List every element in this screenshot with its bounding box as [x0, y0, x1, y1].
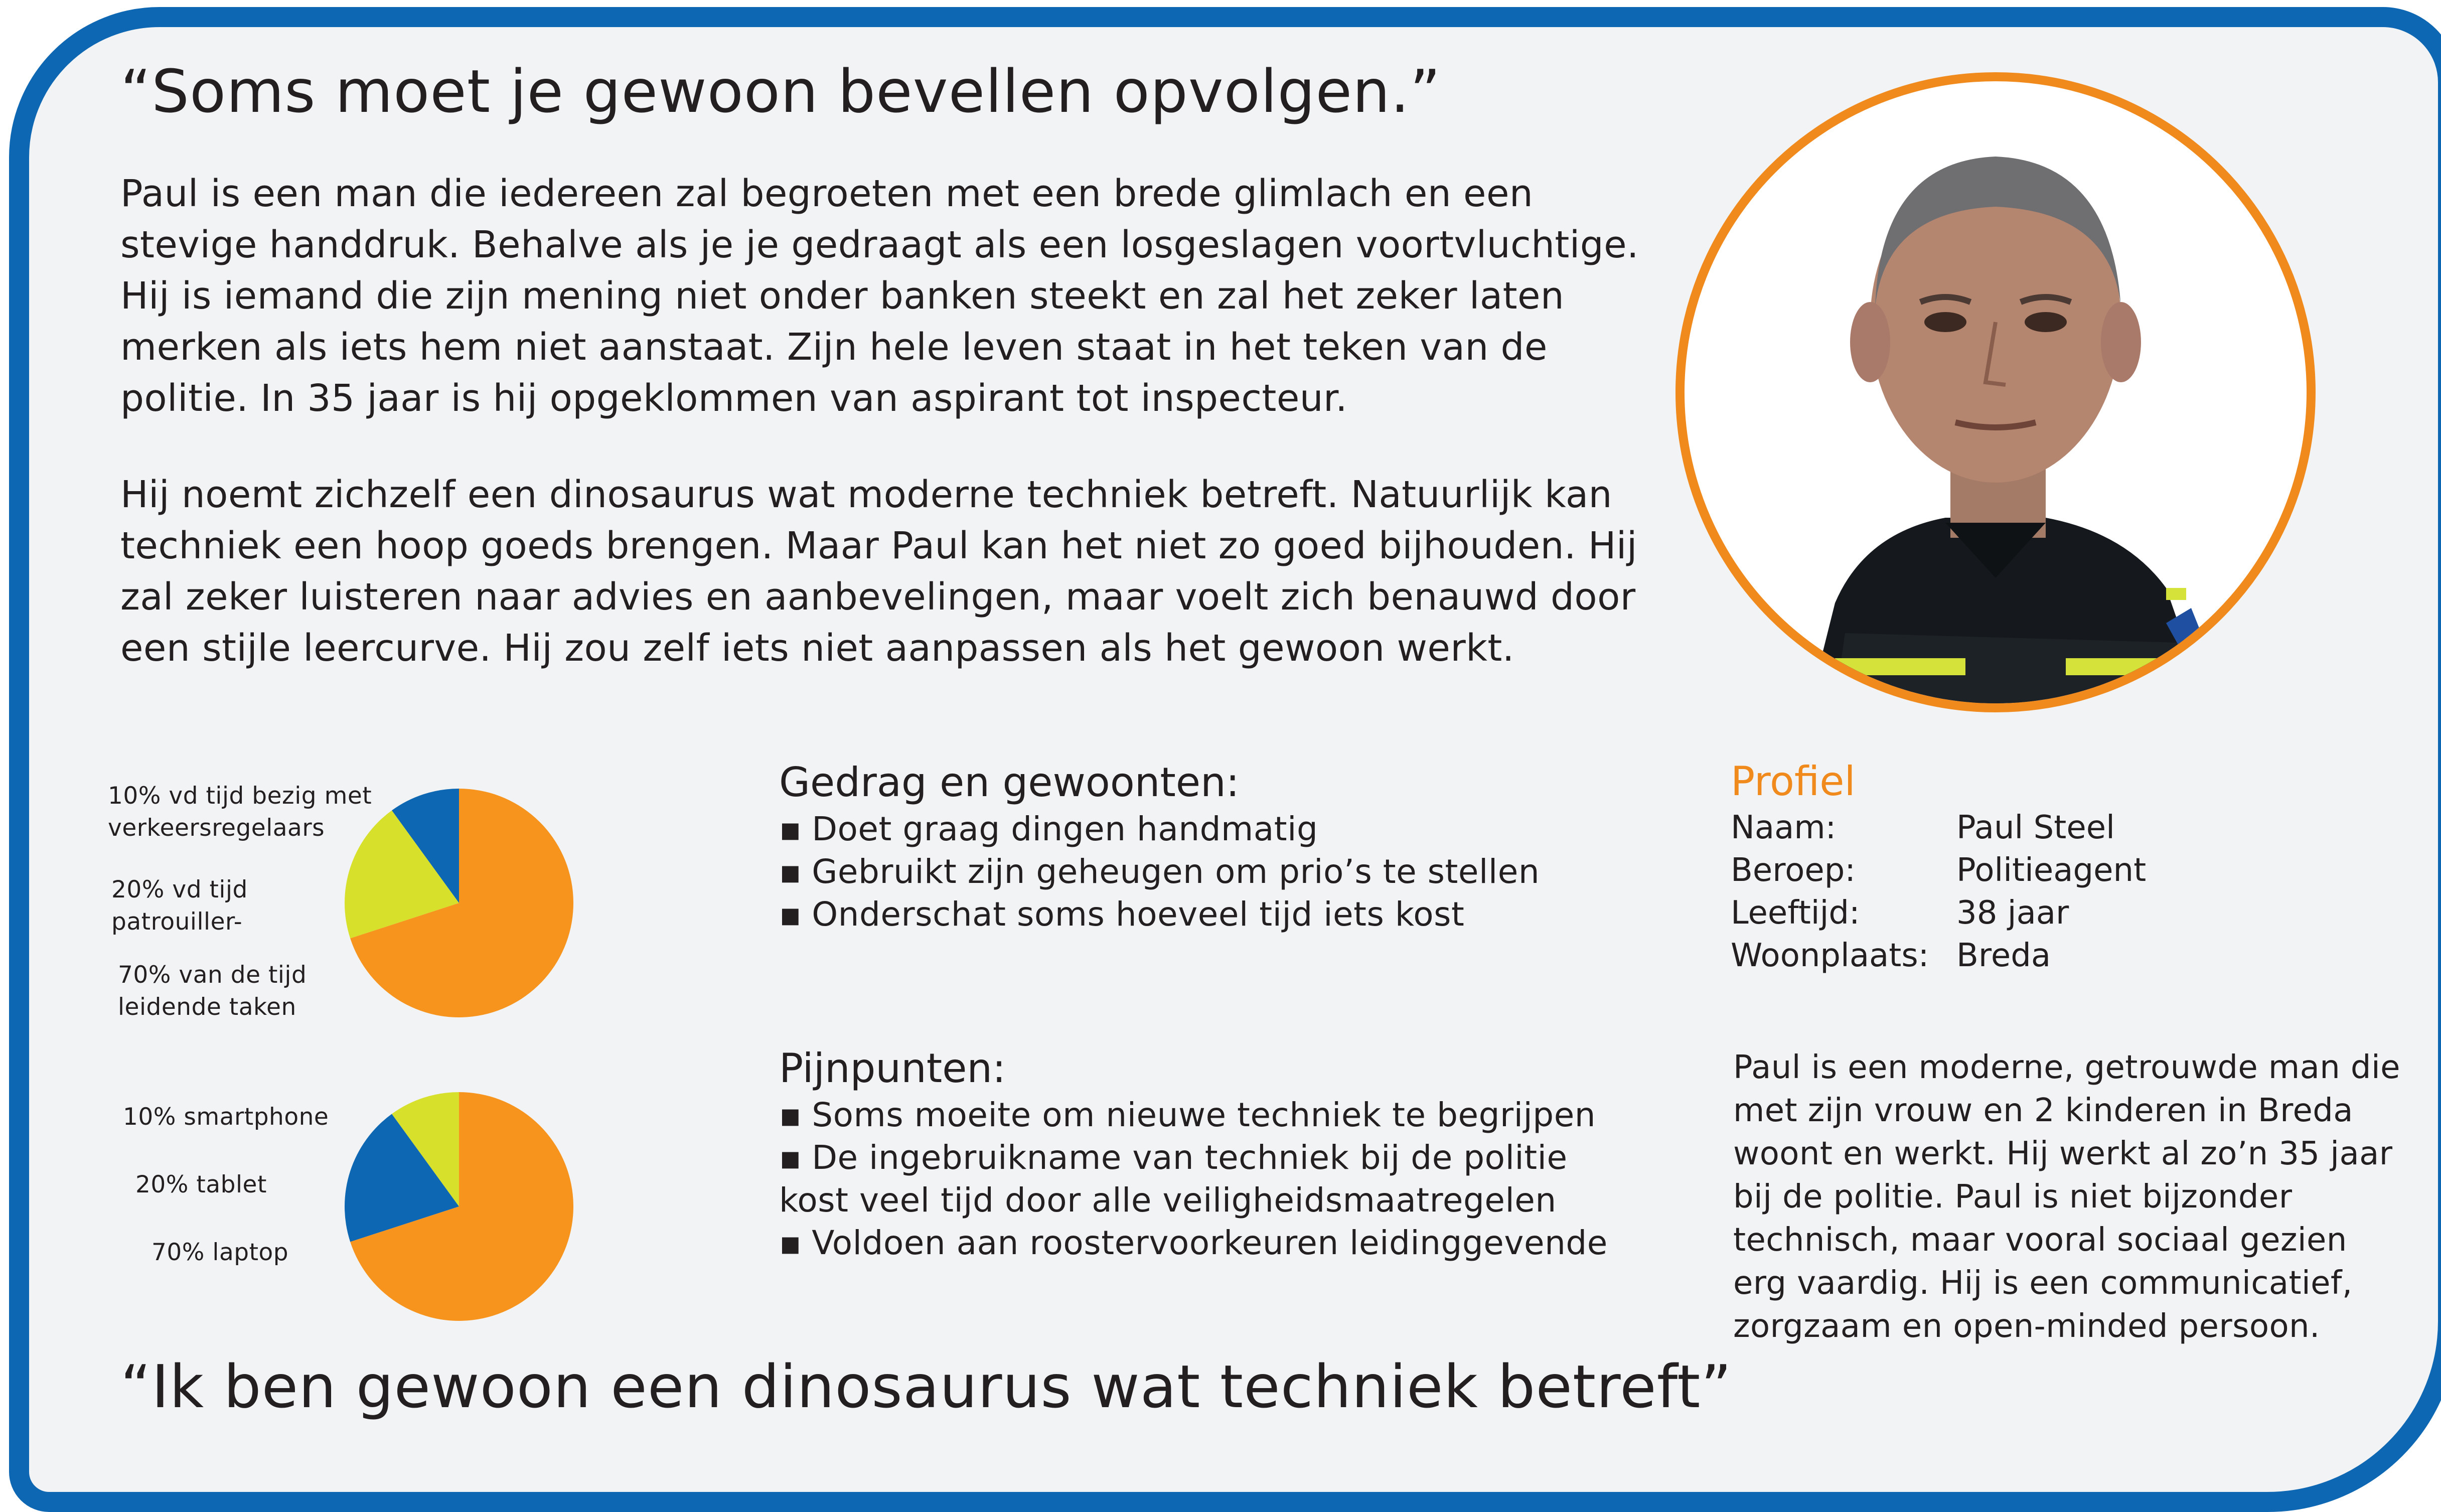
profile-value: Breda: [1956, 937, 2051, 974]
pie1-label-3-line1: 70% van de tijd: [118, 961, 307, 989]
pie1-label-2-line2: patrouiller-: [111, 908, 243, 936]
profile-row-residence: [1731, 935, 2146, 977]
intro-paragraph-2: Hij noemt zichzelf een dinosaurus wat moderne techniek betreft. Natuurlijk kan techniek een hoop goeds brengen. Maar Paul kan het niet zo goed bijhouden. Hij zal zeker luisteren naar advies en aanbevelingen, maar voelt zich benauwd door een stijle leercurve. Hij zou zelf iets niet aanpassen als het gewoon werkt.: [120, 473, 1637, 670]
profile-title: Profiel: [1731, 758, 1856, 805]
list-item-continuation: [779, 1179, 1608, 1222]
intro-paragraph-1: Paul is een man die iedereen zal begroeten met een brede glimlach en een stevige handdruk. Behalve als je je gedraagt als een losgeslagen voortvluchtige. Hij is iemand die zijn mening niet onder banken steekt en zal het zeker laten merken als iets hem niet aanstaat. Zijn hele leven staat in het teken van de politie. In 35 jaar is hij opgeklommen van aspirant tot inspecteur.: [120, 172, 1639, 420]
list-item: [779, 850, 1540, 893]
top-quote: “Soms moet je gewoon bevellen opvolgen.”: [120, 57, 1441, 126]
behavior-list: [779, 808, 1540, 936]
list-item: [779, 1222, 1608, 1264]
list-item: [779, 1094, 1608, 1136]
portrait-photo: [1675, 72, 2316, 712]
profile-value: Politieagent: [1956, 852, 2147, 889]
pie1-label-1-line1: 10% vd tijd bezig met: [108, 782, 372, 810]
pain-points-section: [779, 1043, 1608, 1264]
profile-label: Naam:: [1731, 809, 1837, 846]
behavior-section: [779, 758, 1540, 936]
behavior-title: Gedrag en gewoonten:: [779, 759, 1240, 806]
list-item: [779, 808, 1540, 850]
profile-row-age: [1731, 892, 2146, 935]
pain-item-text: kost veel tijd door alle veiligheidsmaatregelen: [779, 1181, 1557, 1220]
pie2-label-2: 20% tablet: [135, 1171, 267, 1198]
profile-value: 38 jaar: [1956, 894, 2069, 932]
pain-item-text: De ingebruikname van techniek bij de politie: [812, 1138, 1568, 1177]
pie1-label-3-line2: leidende taken: [118, 993, 296, 1021]
pie2-label-3: 70% laptop: [151, 1239, 289, 1266]
bullet-icon: ▪: [779, 1224, 802, 1262]
bottom-quote: “Ik ben gewoon een dinosaurus wat techniek betreft”: [120, 1352, 1732, 1421]
bullet-icon: ▪: [779, 1138, 802, 1177]
pain-points-list: [779, 1094, 1608, 1264]
pie2-label-1: 10% smartphone: [123, 1103, 329, 1131]
profile-label: Woonplaats:: [1731, 937, 1929, 974]
pain-item-text: Voldoen aan roostervoorkeuren leidinggevende: [812, 1224, 1608, 1262]
bullet-icon: ▪: [779, 1096, 802, 1134]
pie1-label-2: [111, 874, 248, 938]
list-item: [779, 1136, 1608, 1179]
pain-item-text: Soms moeite om nieuwe techniek te begrijpen: [812, 1096, 1596, 1134]
pie1-label-3: [118, 959, 307, 1023]
bullet-icon: ▪: [779, 852, 802, 891]
list-item: [779, 893, 1540, 936]
bio-paragraph: Paul is een moderne, getrouwde man die met zijn vrouw en 2 kinderen in Breda woont en werkt. Hij werkt al zo’n 35 jaar bij de politie. Paul is niet bijzonder technisch, maar vooral sociaal gezien erg vaardig. Hij is een communicatief, zorgzaam en open-minded persoon.: [1733, 1049, 2400, 1345]
profile-label: Beroep:: [1731, 852, 1856, 889]
profile-row-occupation: [1731, 849, 2146, 892]
profile-label: Leeftijd:: [1731, 894, 1860, 932]
profile-row-name: [1731, 807, 2146, 849]
behavior-item-text: Doet graag dingen handmatig: [812, 810, 1318, 848]
police-officer-portrait-image: [1685, 81, 2307, 703]
profile-section: [1731, 757, 2146, 977]
pie-chart-time-allocation: [341, 785, 577, 1021]
profile-value: Paul Steel: [1956, 809, 2115, 846]
pie1-label-2-line1: 20% vd tijd: [111, 876, 248, 903]
behavior-item-text: Onderschat soms hoeveel tijd iets kost: [812, 895, 1465, 934]
pie-chart-device-usage: [341, 1089, 577, 1324]
bullet-icon: ▪: [779, 810, 802, 848]
behavior-item-text: Gebruikt zijn geheugen om prio’s te stellen: [812, 852, 1540, 891]
pie1-label-1-line2: verkeersregelaars: [108, 814, 325, 842]
bullet-icon: ▪: [779, 895, 802, 934]
pain-points-title: Pijnpunten:: [779, 1045, 1006, 1092]
pie1-label-1: [108, 780, 372, 844]
